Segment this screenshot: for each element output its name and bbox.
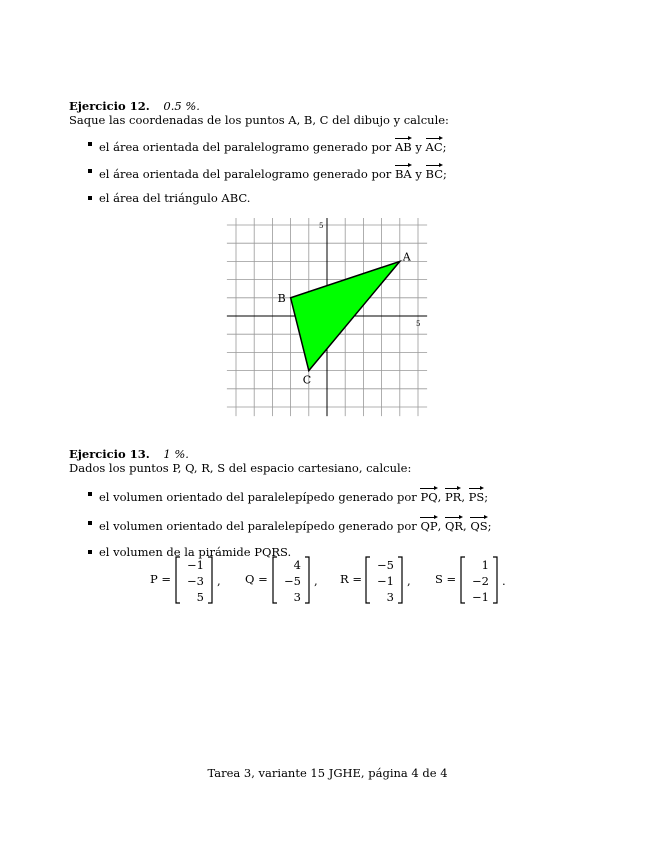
separator: ,: [407, 574, 411, 588]
matrix-cell: −5: [377, 558, 394, 572]
matrix-cell: 3: [386, 590, 394, 604]
matrix-cell: −5: [284, 574, 301, 588]
matrix-cell: −1: [472, 590, 489, 604]
bullet-icon: [88, 492, 92, 496]
right-bracket-icon: [206, 556, 214, 604]
bullet-icon: [88, 521, 92, 525]
matrix-cell: 5: [196, 590, 204, 604]
vector-qp: QP: [420, 516, 437, 533]
point-s-label: S =: [435, 572, 457, 586]
vector-bc: BC: [426, 164, 443, 181]
exercise-12-title: Ejercicio 12.: [69, 99, 150, 113]
bullet-icon: [88, 550, 92, 554]
triangle-figure: [222, 218, 436, 422]
list-item: el volumen orientado del paralelepípedo generado por QP, QR, QS;: [69, 516, 589, 533]
separator: ,: [314, 574, 318, 588]
page-footer: Tarea 3, variante 15 JGHE, página 4 de 4: [207, 766, 448, 780]
exercise-12-weight: 0.5 %.: [163, 99, 200, 113]
point-c-label: C: [302, 373, 312, 387]
exercise-13-intro: Dados los puntos P, Q, R, S del espacio cartesiano, calcule:: [69, 461, 412, 475]
vector-ab: AB: [395, 137, 412, 154]
vector-pr: PR: [445, 487, 461, 504]
matrix-cell: 1: [481, 558, 489, 572]
bullet-icon: [88, 196, 92, 200]
list-item: el área del triángulo ABC.: [69, 191, 589, 205]
exercise-13-heading: [69, 447, 589, 461]
exercise-13: [69, 447, 589, 559]
bullet-icon: [88, 142, 92, 146]
matrix-cell: −1: [187, 558, 204, 572]
vector-pq: PQ: [420, 487, 437, 504]
point-p-label: P =: [150, 572, 172, 586]
point-r-label: R =: [340, 572, 362, 586]
matrix-cell: 4: [293, 558, 301, 572]
separator: .: [502, 574, 506, 588]
vector-ac: AC: [426, 137, 443, 154]
list-item: el área orientada del paralelogramo generado por BA y BC;: [69, 164, 589, 181]
matrix-cell: −2: [472, 574, 489, 588]
x-tick-label: 5: [416, 320, 421, 328]
exercise-12-list: [69, 137, 589, 205]
exercise-13-weight: 1 %.: [163, 447, 189, 461]
list-item: el volumen de la pirámide PQRS.: [69, 545, 589, 559]
vector-qr: QR: [445, 516, 463, 533]
vector-ps: PS: [469, 487, 485, 504]
exercise-12-intro: Saque las coordenadas de los puntos A, B, C del dibujo y calcule:: [69, 113, 449, 127]
exercise-13-list: [69, 487, 589, 559]
list-item: el área orientada del paralelogramo generado por AB y AC;: [69, 137, 589, 154]
list-item: el volumen orientado del paralelepípedo generado por PQ, PR, PS;: [69, 487, 589, 504]
vector-ba: BA: [395, 164, 412, 181]
matrix-cell: −3: [187, 574, 204, 588]
right-bracket-icon: [491, 556, 499, 604]
point-q-label: Q =: [245, 572, 268, 586]
exercise-13-title: Ejercicio 13.: [69, 447, 150, 461]
matrix-cell: −1: [377, 574, 394, 588]
bullet-icon: [88, 169, 92, 173]
point-b-label: B: [277, 291, 286, 305]
right-bracket-icon: [396, 556, 404, 604]
separator: ,: [217, 574, 221, 588]
matrix-cell: 3: [293, 590, 301, 604]
vector-qs: QS: [470, 516, 487, 533]
point-a-label: A: [402, 250, 411, 264]
exercise-12: [69, 99, 589, 205]
right-bracket-icon: [303, 556, 311, 604]
y-tick-label: 5: [319, 222, 324, 230]
exercise-12-heading: [69, 99, 589, 113]
